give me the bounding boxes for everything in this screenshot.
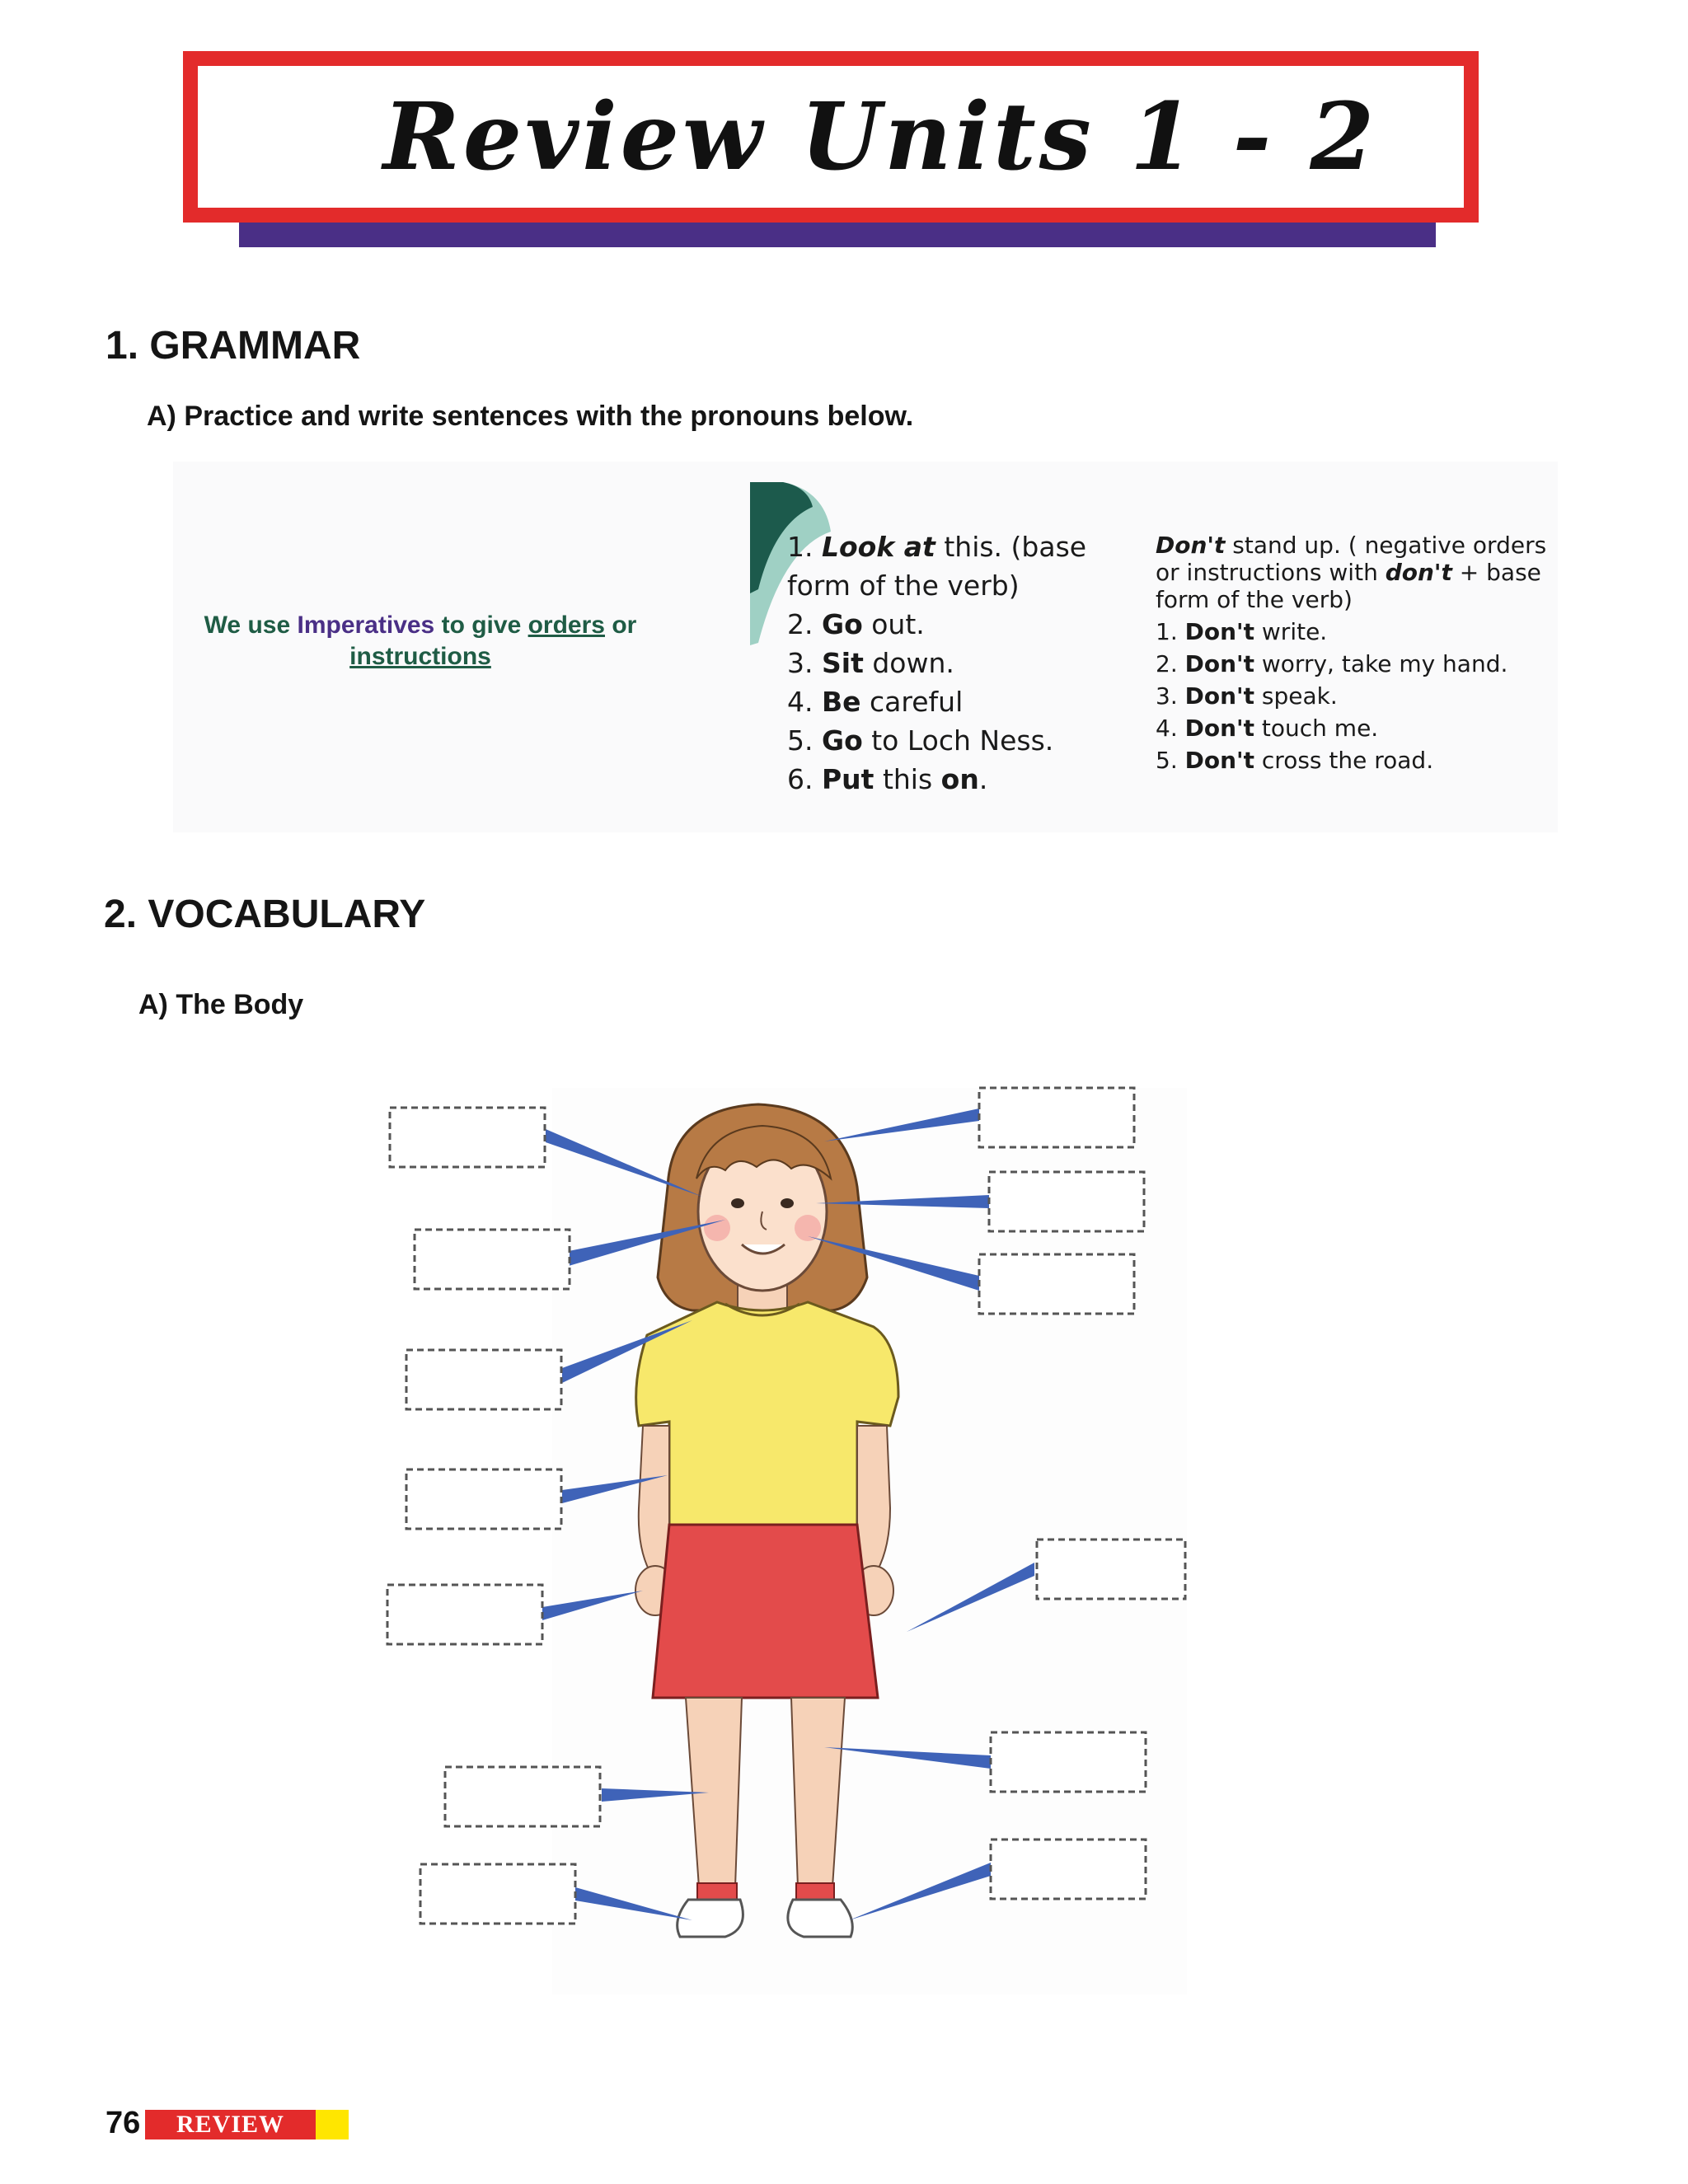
item-text: speak. [1254, 682, 1338, 710]
vocabulary-heading: 2. VOCABULARY [104, 893, 426, 936]
list-item [787, 644, 1117, 682]
note-text: We use [204, 612, 298, 639]
list-item [1156, 618, 1551, 645]
item-text: to Loch Ness. [862, 724, 1054, 757]
body-parts-diagram [363, 1071, 1187, 2011]
item-verb: on [940, 763, 979, 795]
list-item [787, 721, 1117, 760]
answer-box[interactable] [390, 1108, 545, 1167]
item-number: 1. [787, 531, 822, 563]
item-text: touch me. [1254, 715, 1379, 742]
item-verb: Don't [1184, 715, 1254, 742]
item-number: 2. [787, 608, 822, 640]
answer-box[interactable] [991, 1732, 1146, 1792]
list-item [1156, 715, 1551, 742]
item-number: 1. [1156, 618, 1185, 645]
item-number: 4. [1156, 715, 1185, 742]
item-text: stand up. ( negative orders or instructions with [1156, 532, 1547, 586]
item-verb: Look at [821, 531, 935, 563]
item-number: 3. [1156, 682, 1185, 710]
item-verb: Be [821, 686, 861, 718]
answer-box[interactable] [979, 1254, 1134, 1314]
list-item [1156, 747, 1551, 774]
answer-box[interactable] [1037, 1540, 1185, 1599]
item-verb: Go [821, 608, 863, 640]
answer-box[interactable] [406, 1350, 561, 1409]
page-number: 76 [106, 2106, 141, 2140]
item-text: write. [1254, 618, 1328, 645]
answer-box[interactable] [979, 1088, 1134, 1147]
page-title: Review Units 1 - 2 [382, 82, 1378, 191]
item-verb: Don't [1156, 532, 1226, 559]
answer-box[interactable] [415, 1230, 570, 1289]
item-number: 2. [1156, 650, 1185, 677]
answer-box[interactable] [991, 1840, 1146, 1899]
grammar-instruction: A) Practice and write sentences with the pronouns below. [147, 401, 914, 432]
answer-box[interactable] [420, 1864, 575, 1924]
answer-box[interactable] [387, 1585, 542, 1644]
item-text: this. (base form of the verb) [787, 531, 1087, 602]
list-item [1156, 532, 1551, 613]
footer-label: REVIEW [176, 2111, 285, 2138]
item-text: . [978, 763, 988, 795]
item-verb: Go [821, 724, 863, 757]
item-number: 6. [787, 763, 822, 795]
item-text: careful [860, 686, 964, 718]
list-item [787, 527, 1117, 605]
item-verb: Sit [821, 647, 864, 679]
note-word-instructions: instructions [349, 643, 491, 670]
item-verb: don't [1385, 559, 1452, 586]
item-text: worry, take my hand. [1254, 650, 1508, 677]
note-text: to give [434, 612, 528, 639]
item-text: cross the road. [1254, 747, 1434, 774]
item-text: this [874, 763, 941, 795]
item-verb: Don't [1184, 650, 1254, 677]
vocabulary-instruction: A) The Body [138, 989, 304, 1020]
answer-box[interactable] [989, 1172, 1144, 1231]
footer-accent [316, 2110, 349, 2139]
list-item [787, 760, 1117, 799]
item-text: down. [863, 647, 954, 679]
grammar-heading: 1. GRAMMAR [106, 324, 361, 368]
list-item [787, 682, 1117, 721]
imperatives-note [165, 610, 676, 673]
note-text: or [604, 612, 637, 639]
item-verb: Put [821, 763, 874, 795]
item-text: out. [862, 608, 925, 640]
item-verb: Don't [1184, 682, 1254, 710]
note-word-orders: orders [528, 612, 605, 639]
list-item [787, 605, 1117, 644]
item-verb: Don't [1184, 747, 1254, 774]
negative-imperatives-list [1156, 532, 1551, 774]
item-number: 3. [787, 647, 822, 679]
item-number: 5. [787, 724, 822, 757]
footer-review-tab [145, 2110, 316, 2139]
item-number: 5. [1156, 747, 1185, 774]
answer-box[interactable] [445, 1767, 600, 1826]
note-keyword-imperatives: Imperatives [297, 612, 435, 639]
item-text: + base form of the verb) [1156, 559, 1541, 613]
title-banner [183, 51, 1479, 223]
list-item [1156, 650, 1551, 677]
list-item [1156, 682, 1551, 710]
item-number: 4. [787, 686, 822, 718]
item-verb: Don't [1184, 618, 1254, 645]
answer-box[interactable] [406, 1469, 561, 1529]
affirmative-imperatives-list [787, 527, 1117, 799]
